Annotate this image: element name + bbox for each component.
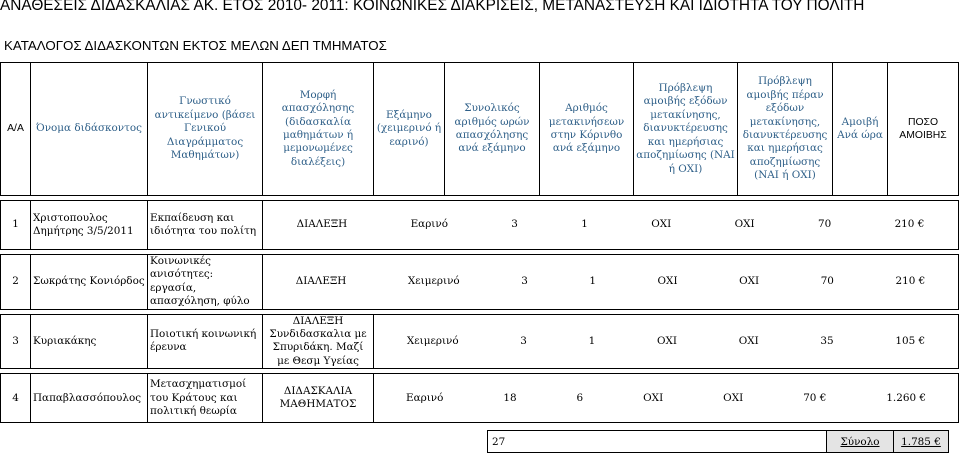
cell-name: Κυριακάκης <box>31 314 148 369</box>
cell-name: Σωκράτης Κονιόρδος <box>31 255 148 310</box>
totals-row <box>488 431 949 453</box>
header-form: Μορφή απασχόλησης (διδασκαλία μαθημάτων ή μεμονωμένες διαλέξεις) <box>263 63 374 196</box>
total-label: Σύνολο <box>827 431 894 453</box>
cell-hours: 3 <box>520 334 527 347</box>
cell-trips: 6 <box>576 391 584 404</box>
cell-travel-cost: ΟΧΙ <box>643 391 664 404</box>
cell-travel-cost: ΟΧΙ <box>656 334 677 347</box>
cell-rate: 70 <box>817 218 832 231</box>
cell-extra-cost: ΟΧΙ <box>739 275 760 288</box>
header-aa: Α/Α <box>1 63 31 196</box>
cell-amount: 210 € <box>894 218 925 231</box>
cell-trips: 1 <box>588 334 596 347</box>
cell-hours: 3 <box>511 218 518 231</box>
cell-aa: 2 <box>1 255 31 310</box>
cell-amount: 105 € <box>895 334 926 347</box>
cell-trips: 1 <box>581 218 588 231</box>
cell-name: Χριστοπουλος Δημήτρης 3/5/2011 <box>31 201 148 250</box>
cell-amount: 210 € <box>895 275 926 288</box>
cell-course: Ποιοτική κοινωνική έρευνα <box>148 314 263 369</box>
header-semester: Εξάμηνο (χειμερινό ή εαρινό) <box>374 63 445 196</box>
cell-form: ΔΙΑΛΕΞΗ <box>295 275 347 288</box>
cell-extra-cost: ΟΧΙ <box>734 218 755 231</box>
total-hours: 27 <box>488 431 827 453</box>
page-subtitle: ΚΑΤΑΛΟΓΟΣ ΔΙΔΑΣΚΟΝΤΩΝ ΕΚΤΟΣ ΜΕΛΩΝ ΔΕΠ ΤΜΗΜΑΤΟΣ <box>4 38 387 53</box>
table-row <box>1 374 959 423</box>
header-trips: Αριθμός μετακινήσεων στην Κόρινθο ανά εξάμηνο <box>540 63 634 196</box>
cell-aa: 1 <box>1 201 31 250</box>
header-rate: Αμοιβή Ανά ώρα <box>833 63 888 196</box>
cell-semester: Χειμερινό <box>406 334 459 347</box>
cell-course: Μετασχηματισμοί του Κράτους και πολιτική θεωρία <box>148 374 263 423</box>
cell-aa: 4 <box>1 374 31 423</box>
totals-table <box>487 430 949 453</box>
cell-merged <box>263 255 959 310</box>
header-amount: ΠΟΣΟ ΑΜΟΙΒΗΣ <box>888 63 959 196</box>
cell-form: ΔΙΔΑΣΚΑΛΙΑ ΜΑΘΗΜΑΤΟΣ <box>263 374 374 423</box>
table-row <box>1 201 959 250</box>
page-title: ΑΝΑΘΕΣΕΙΣ ΔΙΔΑΣΚΑΛΙΑΣ ΑΚ. ΕΤΟΣ 2010- 2011: ΚΟΙΝΩΝΙΚΕΣ ΔΙΑΚΡΙΣΕΙΣ, ΜΕΤΑΝΑΣΤΕΥΣΗ ΚΑΙ ΙΔΙΟΤΗΤΑ ΤΟΥ ΠΟΛΙΤΗ <box>0 0 865 14</box>
header-travel-cost: Πρόβλεψη αμοιβής εξόδων μετακίνησης, διανυκτέρευσης και ημερήσιας αποζημίωσης (ΝΑΙ ή ΟΧΙ) <box>634 63 738 196</box>
cell-hours: 18 <box>503 391 517 404</box>
cell-name: Παπαβλασσόπουλος <box>31 374 148 423</box>
cell-rate: 70 € <box>803 391 827 404</box>
cell-semester: Εαρινό <box>405 391 444 404</box>
header-hours: Συνολικός αριθμός ωρών απασχόλησης ανά εξάμηνο <box>445 63 540 196</box>
assignments-table <box>0 62 959 423</box>
cell-merged <box>374 314 959 369</box>
cell-amount: 1.260 € <box>886 391 926 404</box>
header-name: Όνομα διδάσκοντος <box>31 63 148 196</box>
header-course: Γνωστικό αντικείμενο (βάσει Γενικού Διαγράμματος Μαθημάτων) <box>148 63 263 196</box>
cell-travel-cost: ΟΧΙ <box>657 275 678 288</box>
table-row <box>1 314 959 369</box>
cell-hours: 3 <box>521 275 528 288</box>
cell-semester: Εαρινό <box>410 218 448 231</box>
cell-rate: 70 <box>820 275 834 288</box>
total-amount: 1.785 € <box>894 431 949 453</box>
cell-extra-cost: ΟΧΙ <box>723 391 744 404</box>
cell-travel-cost: ΟΧΙ <box>651 218 672 231</box>
cell-course: Εκπαίδευση και ιδιότητα του πολίτη <box>148 201 263 250</box>
cell-form: ΔΙΑΛΕΞΗ <box>296 218 348 231</box>
cell-aa: 3 <box>1 314 31 369</box>
table-row <box>1 255 959 310</box>
header-row <box>1 63 959 196</box>
cell-form: ΔΙΑΛΕΞΗ Συνδιδασκαλια με Σπυριδάκη. Μαζί με Θεσμ Υγείας <box>263 314 374 369</box>
cell-course: Κοινωνικές ανισότητες: εργασία, απασχόληση, φύλο <box>148 255 263 310</box>
cell-trips: 1 <box>589 275 596 288</box>
cell-extra-cost: ΟΧΙ <box>738 334 759 347</box>
cell-rate: 35 <box>820 334 834 347</box>
cell-merged <box>374 374 959 423</box>
cell-merged <box>263 201 959 250</box>
header-extra-cost: Πρόβλεψη αμοιβής πέραν εξόδων μετακίνησης, διανυκτέρευσης και ημερήσιας αποζημίωσης (ΝΑΙ ή ΟΧΙ) <box>738 63 833 196</box>
cell-semester: Χειμερινό <box>407 275 460 288</box>
